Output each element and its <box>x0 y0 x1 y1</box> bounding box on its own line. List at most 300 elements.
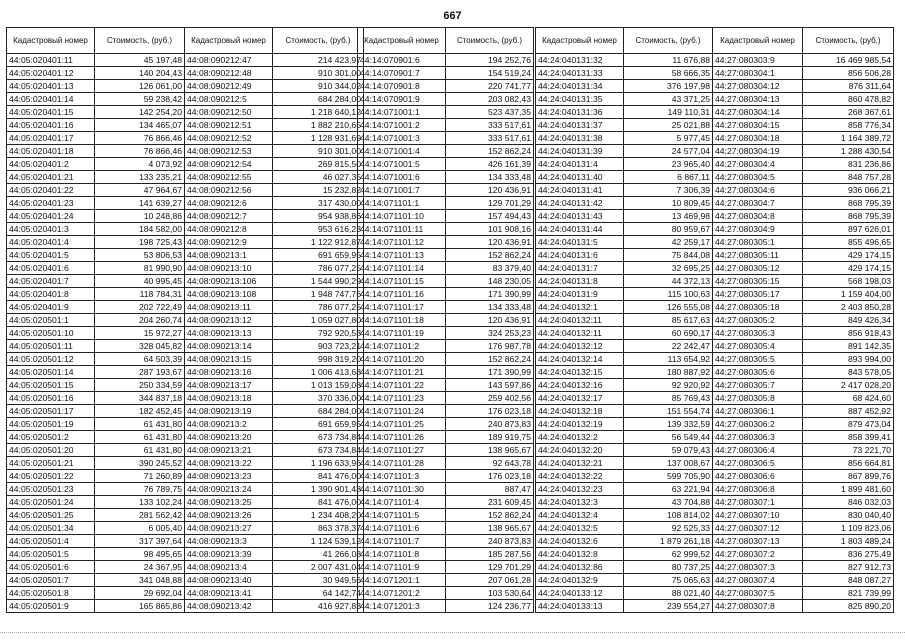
table-row <box>185 262 364 275</box>
table-row <box>7 132 185 145</box>
cadastral-number-cell: 44:27:080305:12 <box>713 262 803 275</box>
table-row <box>536 418 713 431</box>
cost-cell: 47 964,67 <box>95 184 185 197</box>
table-row <box>185 67 364 80</box>
cost-cell: 133 102,24 <box>95 496 185 509</box>
table-row <box>536 314 713 327</box>
table-row <box>713 184 894 197</box>
cost-cell: 893 994,00 <box>803 353 894 366</box>
table-row <box>7 158 185 171</box>
table-row <box>7 444 185 457</box>
cadastral-number-cell: 44:05:020501:20 <box>7 444 95 457</box>
table-row <box>185 535 364 548</box>
cost-cell: 287 193,67 <box>95 366 185 379</box>
cost-cell: 1 128 931,69 <box>273 132 364 145</box>
table-row <box>713 470 894 483</box>
cost-cell: 281 562,42 <box>95 509 185 522</box>
cadastral-number-cell: 44:27:080304:5 <box>713 171 803 184</box>
cost-cell: 830 040,40 <box>803 509 894 522</box>
table-row <box>358 249 534 262</box>
cost-cell: 1 899 481,60 <box>803 483 894 496</box>
cost-cell: 903 723,21 <box>273 340 364 353</box>
column-header-cadastral-number: Кадастровый номер <box>7 28 95 54</box>
cadastral-number-cell: 44:24:040132:9 <box>536 574 624 587</box>
column-header-cost: Стоимость, (руб.) <box>803 28 894 54</box>
table-row <box>536 496 713 509</box>
table-row <box>536 522 713 535</box>
cost-cell: 1 218 640,12 <box>273 106 364 119</box>
cadastral-number-cell: 44:05:020401:21 <box>7 171 95 184</box>
cadastral-number-cell: 44:14:071101:5 <box>358 509 446 522</box>
cost-cell: 15 232,82 <box>273 184 364 197</box>
cadastral-number-cell: 44:24:040132:86 <box>536 561 624 574</box>
cost-cell: 113 654,92 <box>624 353 713 366</box>
cost-cell: 849 426,34 <box>803 314 894 327</box>
table-row <box>713 80 894 93</box>
cadastral-number-cell: 44:27:080307:1 <box>713 496 803 509</box>
cadastral-number-cell: 44:27:080304:6 <box>713 184 803 197</box>
cost-cell: 61 431,80 <box>95 444 185 457</box>
cadastral-number-cell: 44:14:071001:5 <box>358 158 446 171</box>
table-row <box>7 327 185 340</box>
cost-cell: 80 959,67 <box>624 223 713 236</box>
cadastral-number-cell: 44:27:080306:1 <box>713 405 803 418</box>
cadastral-number-cell: 44:05:020501:4 <box>7 535 95 548</box>
table-row <box>536 54 713 67</box>
cost-cell: 998 319,20 <box>273 353 364 366</box>
cadastral-number-cell: 44:05:020401:14 <box>7 93 95 106</box>
table-row <box>536 197 713 210</box>
cost-cell: 41 266,08 <box>273 548 364 561</box>
cadastral-number-cell: 44:05:020501:14 <box>7 366 95 379</box>
table-row <box>536 210 713 223</box>
table-row <box>185 132 364 145</box>
cadastral-number-cell: 44:27:080304:19 <box>713 145 803 158</box>
cost-cell: 184 582,00 <box>95 223 185 236</box>
cost-cell: 848 757,28 <box>803 171 894 184</box>
cost-cell: 30 949,56 <box>273 574 364 587</box>
table-row <box>713 366 894 379</box>
table-row <box>358 145 534 158</box>
table-row <box>7 301 185 314</box>
table-row <box>7 587 185 600</box>
cost-cell: 10 248,86 <box>95 210 185 223</box>
cadastral-number-cell: 44:05:020501:25 <box>7 509 95 522</box>
table-row <box>185 418 364 431</box>
table-row <box>7 288 185 301</box>
cadastral-number-cell: 44:24:040131:36 <box>536 106 624 119</box>
cost-cell: 22 242,47 <box>624 340 713 353</box>
cadastral-number-cell: 44:27:080307:12 <box>713 522 803 535</box>
cadastral-number-cell: 44:08:090212:52 <box>185 132 273 145</box>
cost-cell: 910 344,02 <box>273 80 364 93</box>
table-row <box>185 379 364 392</box>
cadastral-table-5 <box>712 27 894 613</box>
cost-cell: 76 789,75 <box>95 483 185 496</box>
table-row <box>536 67 713 80</box>
cadastral-number-cell: 44:05:020501:17 <box>7 405 95 418</box>
cost-cell: 1 122 912,87 <box>273 236 364 249</box>
cadastral-number-cell: 44:05:020501:19 <box>7 418 95 431</box>
cost-cell: 333 517,61 <box>446 119 534 132</box>
cadastral-number-cell: 44:08:090213:42 <box>185 600 273 613</box>
table-row <box>358 119 534 132</box>
cost-cell: 75 844,08 <box>624 249 713 262</box>
cadastral-number-cell: 44:24:040131:34 <box>536 80 624 93</box>
table-row <box>358 353 534 366</box>
cadastral-table-3 <box>357 27 534 613</box>
table-row <box>713 236 894 249</box>
table-row <box>7 275 185 288</box>
cadastral-number-cell: 44:27:080306:5 <box>713 457 803 470</box>
table-row <box>358 366 534 379</box>
cadastral-number-cell: 44:08:090213:21 <box>185 444 273 457</box>
table-row <box>713 574 894 587</box>
cost-cell: 5 977,45 <box>624 132 713 145</box>
cadastral-number-cell: 44:14:071101:19 <box>358 327 446 340</box>
cadastral-number-cell: 44:14:071001:1 <box>358 106 446 119</box>
table-row <box>713 93 894 106</box>
cadastral-number-cell: 44:14:071101:9 <box>358 561 446 574</box>
cost-cell: 185 287,56 <box>446 548 534 561</box>
cadastral-number-cell: 44:14:071101:27 <box>358 444 446 457</box>
table-row <box>713 210 894 223</box>
table-row <box>7 457 185 470</box>
cost-cell: 180 887,92 <box>624 366 713 379</box>
cost-cell: 126 555,08 <box>624 301 713 314</box>
cost-cell: 73 221,70 <box>803 444 894 457</box>
cadastral-number-cell: 44:05:020401:12 <box>7 67 95 80</box>
table-row <box>185 80 364 93</box>
table-row <box>713 197 894 210</box>
cadastral-number-cell: 44:14:071101:11 <box>358 223 446 236</box>
cadastral-number-cell: 44:05:020401:15 <box>7 106 95 119</box>
cost-cell: 10 809,45 <box>624 197 713 210</box>
cadastral-number-cell: 44:27:080304:18 <box>713 132 803 145</box>
table-row <box>536 587 713 600</box>
cadastral-number-cell: 44:27:080305:18 <box>713 301 803 314</box>
table-row <box>713 158 894 171</box>
column-header-cost: Стоимость, (руб.) <box>624 28 713 54</box>
cost-cell: 61 431,80 <box>95 431 185 444</box>
table-row <box>185 509 364 522</box>
cost-cell: 858 776,34 <box>803 119 894 132</box>
cadastral-number-cell: 44:24:040131:5 <box>536 236 624 249</box>
cadastral-number-cell: 44:27:080305:1 <box>713 236 803 249</box>
cadastral-number-cell: 44:27:080306:2 <box>713 418 803 431</box>
cadastral-number-cell: 44:14:071001:2 <box>358 119 446 132</box>
table-row <box>536 574 713 587</box>
cadastral-number-cell: 44:24:040132:15 <box>536 366 624 379</box>
cadastral-number-cell: 44:24:040132:17 <box>536 392 624 405</box>
cost-cell: 176 987,78 <box>446 340 534 353</box>
cost-cell: 876 311,64 <box>803 80 894 93</box>
table-row <box>185 522 364 535</box>
cost-cell: 684 284,00 <box>273 405 364 418</box>
cadastral-number-cell: 44:27:080307:3 <box>713 561 803 574</box>
cadastral-number-cell: 44:24:040132:14 <box>536 353 624 366</box>
cost-cell: 910 301,00 <box>273 67 364 80</box>
table-row <box>536 379 713 392</box>
cost-cell: 139 332,59 <box>624 418 713 431</box>
cadastral-number-cell: 44:05:020501:6 <box>7 561 95 574</box>
cadastral-number-cell: 44:14:071101:6 <box>358 522 446 535</box>
table-row <box>713 483 894 496</box>
cost-cell: 133 235,21 <box>95 171 185 184</box>
cost-cell: 141 639,27 <box>95 197 185 210</box>
table-row <box>185 93 364 106</box>
cadastral-number-cell: 44:08:090213:3 <box>185 535 273 548</box>
cost-cell: 1 288 430,54 <box>803 145 894 158</box>
cost-cell: 92 525,33 <box>624 522 713 535</box>
cost-cell: 44 372,13 <box>624 275 713 288</box>
table-header-row <box>536 28 713 54</box>
cadastral-number-cell: 44:14:071101:14 <box>358 262 446 275</box>
table-row <box>536 509 713 522</box>
table-row <box>358 54 534 67</box>
cost-cell: 860 478,82 <box>803 93 894 106</box>
cost-cell: 98 495,65 <box>95 548 185 561</box>
table-row <box>358 262 534 275</box>
cost-cell: 151 554,74 <box>624 405 713 418</box>
cost-cell: 317 430,00 <box>273 197 364 210</box>
cadastral-number-cell: 44:27:080306:4 <box>713 444 803 457</box>
table-row <box>7 236 185 249</box>
cost-cell: 599 705,90 <box>624 470 713 483</box>
table-row <box>358 444 534 457</box>
table-row <box>713 496 894 509</box>
cost-cell: 88 021,40 <box>624 587 713 600</box>
cadastral-number-cell: 44:24:040131:40 <box>536 171 624 184</box>
cost-cell: 1 196 633,96 <box>273 457 364 470</box>
cost-cell: 71 260,89 <box>95 470 185 483</box>
table-row <box>185 171 364 184</box>
column-header-cadastral-number: Кадастровый номер <box>358 28 446 54</box>
cost-cell: 328 045,82 <box>95 340 185 353</box>
cadastral-number-cell: 44:05:020501:1 <box>7 314 95 327</box>
cadastral-number-cell: 44:08:090213:24 <box>185 483 273 496</box>
cost-cell: 120 436,91 <box>446 184 534 197</box>
table-row <box>185 366 364 379</box>
cost-cell: 149 110,31 <box>624 106 713 119</box>
cost-cell: 134 333,48 <box>446 171 534 184</box>
table-row <box>536 106 713 119</box>
cadastral-number-cell: 44:14:071101:22 <box>358 379 446 392</box>
table-row <box>185 587 364 600</box>
table-row <box>713 327 894 340</box>
cost-cell: 16 469 985,54 <box>803 54 894 67</box>
cost-cell: 204 260,74 <box>95 314 185 327</box>
cost-cell: 43 704,88 <box>624 496 713 509</box>
cadastral-number-cell: 44:24:040132:22 <box>536 470 624 483</box>
table-header-row <box>185 28 364 54</box>
cadastral-number-cell: 44:27:080304:12 <box>713 80 803 93</box>
table-row <box>185 236 364 249</box>
cadastral-number-cell: 44:08:090212:56 <box>185 184 273 197</box>
cadastral-number-cell: 44:24:040132:18 <box>536 405 624 418</box>
cost-cell: 786 077,25 <box>273 301 364 314</box>
cost-cell: 92 643,78 <box>446 457 534 470</box>
table-row <box>185 457 364 470</box>
table-row <box>713 301 894 314</box>
cost-cell: 1 390 901,48 <box>273 483 364 496</box>
cost-cell: 691 659,95 <box>273 249 364 262</box>
cost-cell: 429 174,15 <box>803 262 894 275</box>
cadastral-number-cell: 44:05:020401:23 <box>7 197 95 210</box>
cost-cell: 259 402,56 <box>446 392 534 405</box>
cost-cell: 140 204,43 <box>95 67 185 80</box>
table-row <box>713 171 894 184</box>
cost-cell: 108 814,02 <box>624 509 713 522</box>
cost-cell: 848 087,27 <box>803 574 894 587</box>
table-row <box>713 275 894 288</box>
table-row <box>358 67 534 80</box>
table-row <box>536 119 713 132</box>
table-row <box>185 548 364 561</box>
cost-cell: 148 230,05 <box>446 275 534 288</box>
table-row <box>713 587 894 600</box>
cost-cell: 29 692,04 <box>95 587 185 600</box>
cost-cell: 1 234 408,20 <box>273 509 364 522</box>
table-row <box>713 353 894 366</box>
cadastral-number-cell: 44:24:040131:32 <box>536 54 624 67</box>
table-row <box>358 93 534 106</box>
cost-cell: 101 908,16 <box>446 223 534 236</box>
cadastral-number-cell: 44:05:020501:5 <box>7 548 95 561</box>
table-row <box>185 106 364 119</box>
cost-cell: 76 866,46 <box>95 132 185 145</box>
table-row <box>713 548 894 561</box>
cadastral-number-cell: 44:24:040132:20 <box>536 444 624 457</box>
table-row <box>358 483 534 496</box>
cadastral-number-cell: 44:05:020401:9 <box>7 301 95 314</box>
cadastral-number-cell: 44:24:040132:11 <box>536 314 624 327</box>
cost-cell: 269 815,50 <box>273 158 364 171</box>
cost-cell: 60 690,17 <box>624 327 713 340</box>
cost-cell: 152 862,24 <box>446 145 534 158</box>
table-row <box>358 236 534 249</box>
cost-cell: 376 197,98 <box>624 80 713 93</box>
cost-cell: 568 198,03 <box>803 275 894 288</box>
cadastral-number-cell: 44:27:080304:7 <box>713 197 803 210</box>
table-row <box>185 470 364 483</box>
cadastral-number-cell: 44:05:020501:15 <box>7 379 95 392</box>
table-row <box>358 405 534 418</box>
table-row <box>713 249 894 262</box>
cost-cell: 81 990,90 <box>95 262 185 275</box>
cost-cell: 1 164 389,72 <box>803 132 894 145</box>
table-row <box>7 496 185 509</box>
cadastral-number-cell: 44:27:080304:8 <box>713 210 803 223</box>
table-row <box>185 301 364 314</box>
cadastral-number-cell: 44:08:090213:41 <box>185 587 273 600</box>
cost-cell: 129 701,29 <box>446 561 534 574</box>
table-row <box>358 379 534 392</box>
column-header-cost: Стоимость, (руб.) <box>95 28 185 54</box>
table-row <box>536 132 713 145</box>
table-row <box>7 561 185 574</box>
cadastral-number-cell: 44:24:040131:9 <box>536 288 624 301</box>
cadastral-number-cell: 44:08:090212:6 <box>185 197 273 210</box>
cost-cell: 203 082,43 <box>446 93 534 106</box>
cost-cell: 1 879 261,18 <box>624 535 713 548</box>
table-row <box>713 340 894 353</box>
page-number: 667 <box>443 10 462 22</box>
cadastral-number-cell: 44:08:090213:26 <box>185 509 273 522</box>
cost-cell: 129 701,29 <box>446 197 534 210</box>
cadastral-number-cell: 44:14:070901:8 <box>358 80 446 93</box>
cadastral-number-cell: 44:14:070901:7 <box>358 67 446 80</box>
table-row <box>536 483 713 496</box>
table-row <box>713 67 894 80</box>
cadastral-number-cell: 44:24:040132:1 <box>536 301 624 314</box>
cadastral-number-cell: 44:24:040132:16 <box>536 379 624 392</box>
cost-cell: 1 948 747,76 <box>273 288 364 301</box>
cost-cell: 103 530,64 <box>446 587 534 600</box>
cost-cell: 846 032,03 <box>803 496 894 509</box>
cadastral-number-cell: 44:27:080304:13 <box>713 93 803 106</box>
cost-cell: 171 390,99 <box>446 288 534 301</box>
cost-cell: 25 021,88 <box>624 119 713 132</box>
table-row <box>536 405 713 418</box>
cadastral-number-cell: 44:05:020401:18 <box>7 145 95 158</box>
table-row <box>713 288 894 301</box>
table-row <box>713 145 894 158</box>
table-row <box>7 262 185 275</box>
table-row <box>185 288 364 301</box>
cost-cell: 165 865,86 <box>95 600 185 613</box>
cost-cell: 83 379,40 <box>446 262 534 275</box>
cadastral-number-cell: 44:27:080307:10 <box>713 509 803 522</box>
cost-cell: 24 577,04 <box>624 145 713 158</box>
cost-cell: 40 995,45 <box>95 275 185 288</box>
cost-cell: 856 664,81 <box>803 457 894 470</box>
table-row <box>358 574 534 587</box>
cadastral-number-cell: 44:08:090213:23 <box>185 470 273 483</box>
table-header-row <box>358 28 534 54</box>
table-row <box>7 80 185 93</box>
table-row <box>358 210 534 223</box>
table-row <box>536 249 713 262</box>
table-row <box>536 275 713 288</box>
table-row <box>713 119 894 132</box>
cost-cell: 2 417 028,20 <box>803 379 894 392</box>
table-row <box>7 93 185 106</box>
cadastral-number-cell: 44:05:020501:24 <box>7 496 95 509</box>
cost-cell: 152 862,24 <box>446 249 534 262</box>
cadastral-number-cell: 44:24:040132:3 <box>536 496 624 509</box>
cost-cell: 324 253,23 <box>446 327 534 340</box>
table-row <box>536 366 713 379</box>
table-row <box>536 600 713 613</box>
cost-cell: 867 899,76 <box>803 470 894 483</box>
cost-cell: 841 476,00 <box>273 470 364 483</box>
cost-cell: 6 867,11 <box>624 171 713 184</box>
cadastral-number-cell: 44:08:090213:4 <box>185 561 273 574</box>
cost-cell: 868 795,39 <box>803 210 894 223</box>
cadastral-number-cell: 44:14:071101:28 <box>358 457 446 470</box>
cadastral-number-cell: 44:14:071101:26 <box>358 431 446 444</box>
table-row <box>185 600 364 613</box>
cadastral-number-cell: 44:08:090213:15 <box>185 353 273 366</box>
table-row <box>536 288 713 301</box>
cadastral-number-cell: 44:08:090213:14 <box>185 340 273 353</box>
cadastral-number-cell: 44:24:040131:33 <box>536 67 624 80</box>
cost-cell: 64 503,39 <box>95 353 185 366</box>
cost-cell: 126 061,00 <box>95 80 185 93</box>
cost-cell: 827 912,73 <box>803 561 894 574</box>
table-row <box>358 223 534 236</box>
